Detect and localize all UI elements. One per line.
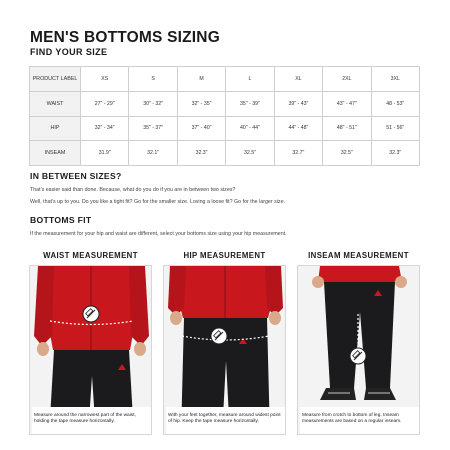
table-cell: 39" - 43" bbox=[274, 92, 322, 117]
ruler-icon bbox=[211, 328, 227, 344]
table-cell: 31.9" bbox=[81, 141, 129, 166]
table-cell: 51 - 56" bbox=[371, 116, 419, 141]
table-row bbox=[30, 116, 420, 141]
table-row bbox=[30, 92, 420, 117]
in-between-text-1: That's easier said than done. Because, what do you do if you are in between two sizes? bbox=[30, 187, 236, 193]
waist-measurement-panel bbox=[29, 251, 152, 425]
waist-measurement-title: WAIST MEASUREMENT bbox=[43, 251, 138, 260]
table-cell: 32.1" bbox=[129, 141, 177, 166]
bottoms-fit-text: If the measurement for your hip and waist are different, select your bottoms size using your hip measurement. bbox=[30, 231, 287, 237]
table-cell: 32.3" bbox=[177, 141, 225, 166]
hip-measurement-photo bbox=[163, 265, 286, 435]
table-row bbox=[30, 141, 420, 166]
table-cell: 32.5" bbox=[226, 141, 274, 166]
table-cell: 35" - 37" bbox=[129, 116, 177, 141]
table-header-cell: 3XL bbox=[371, 67, 419, 92]
table-cell: 43" - 47" bbox=[323, 92, 371, 117]
table-cell: 40" - 44" bbox=[226, 116, 274, 141]
table-header-cell: M bbox=[177, 67, 225, 92]
waist-measurement-photo bbox=[29, 265, 152, 435]
row-label: WAIST bbox=[30, 92, 81, 117]
table-header-cell: XL bbox=[274, 67, 322, 92]
table-header-cell: PRODUCT LABEL bbox=[30, 67, 81, 92]
table-cell: 32.3" bbox=[371, 141, 419, 166]
inseam-measurement-caption: Measure from crotch to bottom of leg. Inseam measurements are based on a regular inseam. bbox=[302, 413, 402, 425]
page-title: MEN'S BOTTOMS SIZING bbox=[30, 29, 220, 46]
table-cell: 48 - 53" bbox=[371, 92, 419, 117]
bottoms-fit-heading: BOTTOMS FIT bbox=[30, 215, 92, 225]
table-cell: 35" - 39" bbox=[226, 92, 274, 117]
table-header-cell: S bbox=[129, 67, 177, 92]
page-subtitle: FIND YOUR SIZE bbox=[30, 47, 108, 57]
table-cell: 44" - 48" bbox=[274, 116, 322, 141]
table-cell: 32" - 35" bbox=[177, 92, 225, 117]
table-header-cell: 2XL bbox=[323, 67, 371, 92]
ruler-icon bbox=[350, 348, 366, 364]
table-cell: 48" - 51" bbox=[323, 116, 371, 141]
hip-measurement-caption: With your feet together, measure around widest point of hip. Keep the tape measure horizontally. bbox=[168, 413, 281, 425]
table-header-cell: XS bbox=[81, 67, 129, 92]
table-cell: 27" - 29" bbox=[81, 92, 129, 117]
table-header-cell: L bbox=[226, 67, 274, 92]
table-cell: 32" - 34" bbox=[81, 116, 129, 141]
table-cell: 32.5" bbox=[323, 141, 371, 166]
table-header-row bbox=[30, 67, 420, 92]
ruler-icon bbox=[83, 306, 99, 322]
in-between-heading: IN BETWEEN SIZES? bbox=[30, 171, 122, 181]
row-label: INSEAM bbox=[30, 141, 81, 166]
row-label: HIP bbox=[30, 116, 81, 141]
inseam-measurement-panel bbox=[297, 251, 420, 425]
table-cell: 30" - 32" bbox=[129, 92, 177, 117]
table-cell: 37" - 40" bbox=[177, 116, 225, 141]
in-between-text-2: Well, that's up to you. Do you like a tight fit? Go for the smaller size. Loving a loose fit? Go for the larger size. bbox=[30, 199, 285, 205]
hip-measurement-title: HIP MEASUREMENT bbox=[183, 251, 266, 260]
hip-measurement-panel bbox=[163, 251, 286, 425]
size-table bbox=[29, 66, 420, 166]
inseam-measurement-title: INSEAM MEASUREMENT bbox=[308, 251, 409, 260]
inseam-measurement-photo bbox=[297, 265, 420, 435]
table-cell: 32.7" bbox=[274, 141, 322, 166]
waist-measurement-caption: Measure around the narrowest part of the waist, holding the tape measure horizontally. bbox=[34, 413, 136, 425]
